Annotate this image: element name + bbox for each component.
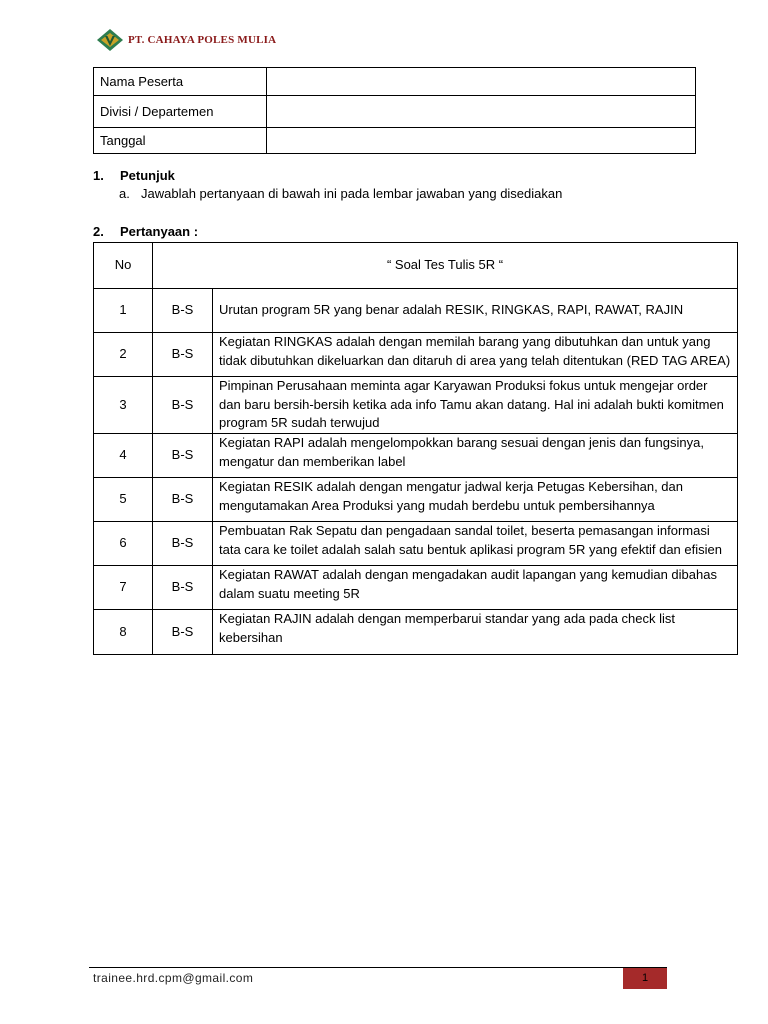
date-field[interactable]	[267, 128, 696, 154]
question-number: 3	[94, 377, 153, 434]
footer-email: trainee.hrd.cpm@gmail.com	[93, 971, 254, 985]
table-row	[94, 478, 738, 522]
participant-name-label: Nama Peserta	[94, 68, 267, 96]
section-questions-heading	[93, 224, 198, 239]
table-row	[94, 96, 696, 128]
answer-choice[interactable]: B-S	[153, 478, 213, 522]
answer-choice[interactable]: B-S	[153, 610, 213, 655]
answer-choice[interactable]: B-S	[153, 333, 213, 377]
question-text: Pembuatan Rak Sepatu dan pengadaan sandal toilet, beserta pemasangan informasi tata cara ke toilet adalah salah satu bentuk aplikasi program 5R yang efektif dan efisien	[213, 522, 738, 566]
instruction-item	[119, 186, 562, 201]
question-text: Urutan program 5R yang benar adalah RESIK, RINGKAS, RAPI, RAWAT, RAJIN	[213, 289, 738, 333]
participant-name-field[interactable]	[267, 68, 696, 96]
section-number: 2.	[93, 224, 104, 239]
division-field[interactable]	[267, 96, 696, 128]
question-number: 6	[94, 522, 153, 566]
table-row	[94, 377, 738, 434]
company-name: PT. CAHAYA POLES MULIA	[128, 34, 277, 46]
table-row	[94, 68, 696, 96]
table-row	[94, 522, 738, 566]
table-header-row	[94, 243, 738, 289]
instruction-text: Jawablah pertanyaan di bawah ini pada lembar jawaban yang disediakan	[141, 186, 563, 201]
question-number: 8	[94, 610, 153, 655]
section-number: 1.	[93, 168, 104, 183]
answer-choice[interactable]: B-S	[153, 434, 213, 478]
question-text: Kegiatan RESIK adalah dengan mengatur jadwal kerja Petugas Kebersihan, dan mengutamakan Area Produksi yang mudah berdebu untuk pembersihannya	[213, 478, 738, 522]
table-row	[94, 289, 738, 333]
question-text: Kegiatan RINGKAS adalah dengan memilah barang yang dibutuhkan dan untuk yang tidak dibutuhkan dikeluarkan dan ditaruh di area yang telah ditentukan (RED TAG AREA)	[213, 333, 738, 377]
table-row	[94, 128, 696, 154]
page-number-badge: 1	[623, 968, 667, 989]
answer-choice[interactable]: B-S	[153, 566, 213, 610]
question-number: 5	[94, 478, 153, 522]
header-title: “ Soal Tes Tulis 5R “	[153, 243, 738, 289]
division-label: Divisi / Departemen	[94, 96, 267, 128]
answer-choice[interactable]: B-S	[153, 522, 213, 566]
question-number: 2	[94, 333, 153, 377]
footer-divider	[89, 967, 667, 968]
table-row	[94, 434, 738, 478]
answer-choice[interactable]: B-S	[153, 289, 213, 333]
section-title: Petunjuk	[120, 168, 175, 183]
date-label: Tanggal	[94, 128, 267, 154]
question-text: Kegiatan RAJIN adalah dengan memperbarui standar yang ada pada check list kebersihan	[213, 610, 738, 655]
table-row	[94, 566, 738, 610]
answer-choice[interactable]: B-S	[153, 377, 213, 434]
section-instructions-heading	[93, 168, 175, 183]
question-number: 1	[94, 289, 153, 333]
questions-table	[93, 242, 738, 655]
table-row	[94, 610, 738, 655]
header-no: No	[94, 243, 153, 289]
question-text: Kegiatan RAWAT adalah dengan mengadakan audit lapangan yang kemudian dibahas dalam suatu meeting 5R	[213, 566, 738, 610]
question-number: 7	[94, 566, 153, 610]
question-number: 4	[94, 434, 153, 478]
company-emblem-icon	[96, 28, 124, 52]
question-text: Kegiatan RAPI adalah mengelompokkan barang sesuai dengan jenis dan fungsinya, mengatur dan memberikan label	[213, 434, 738, 478]
question-text: Pimpinan Perusahaan meminta agar Karyawan Produksi fokus untuk mengejar order dan baru bersih-bersih ketika ada info Tamu akan datang. Hal ini adalah bukti komitmen program 5R sudah terwujud	[213, 377, 738, 434]
instruction-marker: a.	[119, 186, 130, 201]
section-title: Pertanyaan :	[120, 224, 199, 239]
participant-info-table	[93, 67, 696, 154]
table-row	[94, 333, 738, 377]
company-logo	[96, 27, 276, 53]
